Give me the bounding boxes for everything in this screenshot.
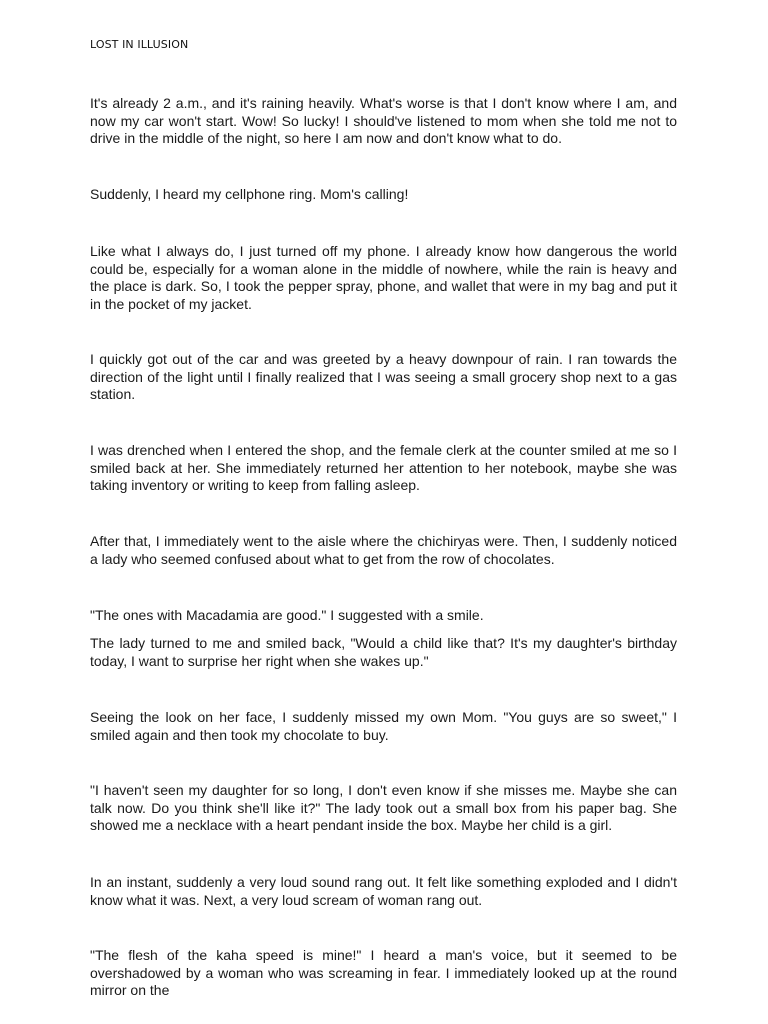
- paragraph: I quickly got out of the car and was greeted by a heavy downpour of rain. I ran towards the direction of the light until I finally realized that I was seeing a small grocery shop next to a gas station.: [90, 351, 677, 403]
- document-title: LOST IN ILLUSION: [90, 38, 189, 51]
- paragraph: It's already 2 a.m., and it's raining heavily. What's worse is that I don't know where I am, and now my car won't start. Wow! So lucky! I should've listened to mom when she told me not to drive in the middle of the night, so here I am now and don't know what to do.: [90, 95, 677, 147]
- paragraph: The lady turned to me and smiled back, "Would a child like that? It's my daughter's birthday today, I want to surprise her right when she wakes up.": [90, 635, 677, 669]
- paragraph: Suddenly, I heard my cellphone ring. Mom's calling!: [90, 186, 409, 202]
- paragraph: "The ones with Macadamia are good." I suggested with a smile.: [90, 607, 484, 623]
- paragraph: In an instant, suddenly a very loud sound rang out. It felt like something exploded and I didn't know what it was. Next, a very loud scream of woman rang out.: [90, 874, 677, 908]
- paragraph: I was drenched when I entered the shop, and the female clerk at the counter smiled at me so I smiled back at her. She immediately returned her attention to her notebook, maybe she was taking inventory or writing to keep from falling asleep.: [90, 442, 677, 494]
- paragraph: "The flesh of the kaha speed is mine!" I heard a man's voice, but it seemed to be overshadowed by a woman who was screaming in fear. I immediately looked up at the round mirror on the: [90, 947, 677, 999]
- paragraph: After that, I immediately went to the aisle where the chichiryas were. Then, I suddenly noticed a lady who seemed confused about what to get from the row of chocolates.: [90, 533, 677, 567]
- paragraph: Seeing the look on her face, I suddenly missed my own Mom. "You guys are so sweet," I smiled again and then took my chocolate to buy.: [90, 709, 677, 743]
- paragraph: "I haven't seen my daughter for so long, I don't even know if she misses me. Maybe she can talk now. Do you think she'll like it?" The lady took out a small box from his paper bag. She showed me a necklace with a heart pendant inside the box. Maybe her child is a girl.: [90, 782, 677, 834]
- paragraph: Like what I always do, I just turned off my phone. I already know how dangerous the world could be, especially for a woman alone in the middle of nowhere, while the rain is heavy and the place is dark. So, I took the pepper spray, phone, and wallet that were in my bag and put it in the pocket of my jacket.: [90, 243, 677, 313]
